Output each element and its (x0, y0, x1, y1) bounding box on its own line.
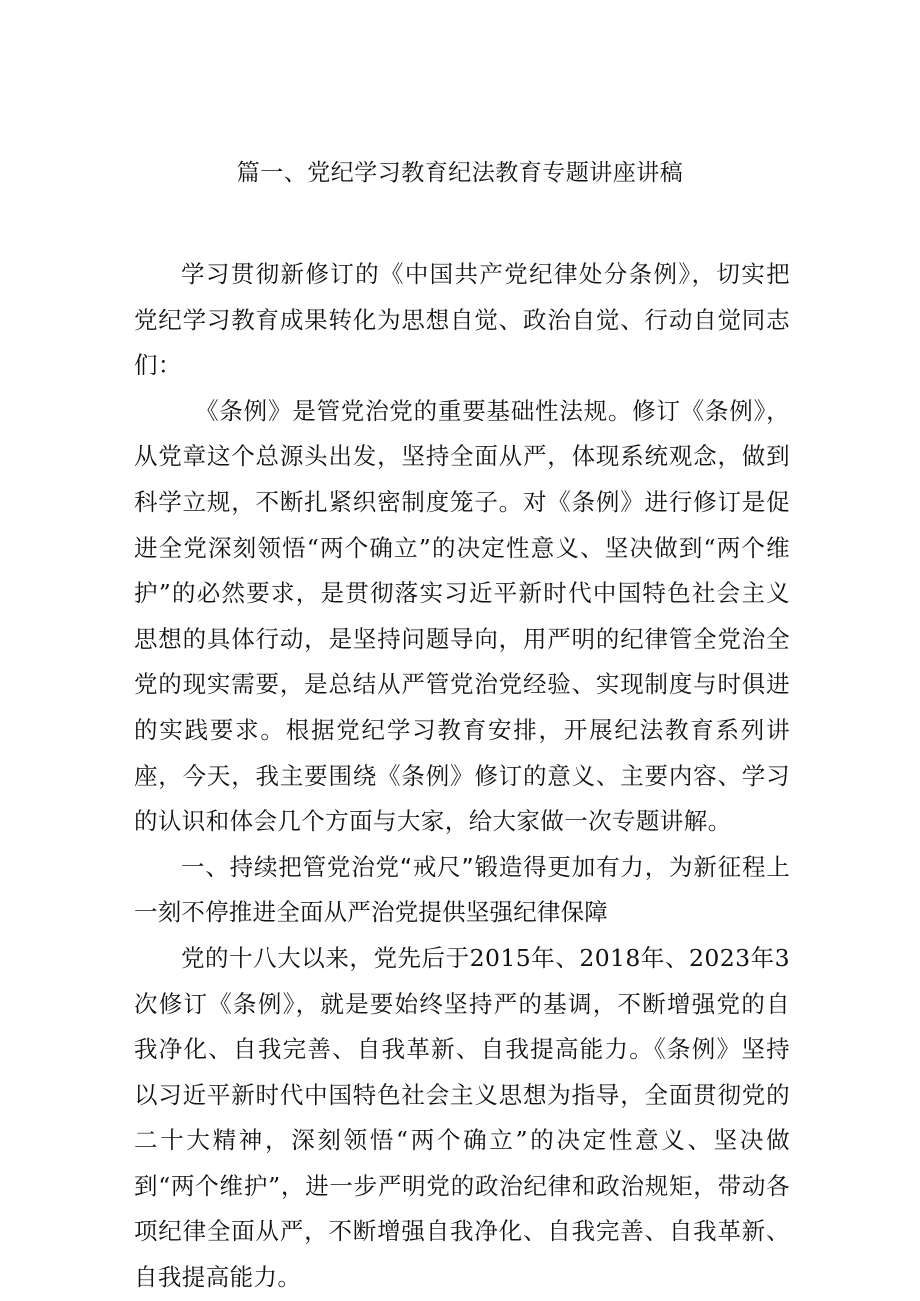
document-body (134, 252, 790, 1301)
regulation-paragraph: 《条例》是管党治党的重要基础性法规。修订《条例》，从党章这个总源头出发，坚持全面从严，体现系统观念，做到科学立规，不断扎紧织密制度笼子。对《条例》进行修订是促进全党深刻领悟“两个确立”的决定性意义、坚决做到“两个维护”的必然要求，是贯彻落实习近平新时代中国特色社会主义思想的具体行动，是坚持问题导向，用严明的纪律管全党治全党的现实需要，是总结从严管党治党经验、实现制度与时俱进的实践要求。根据党纪学习教育安排，开展纪法教育系列讲座，今天，我主要围绕《条例》修订的意义、主要内容、学习的认识和体会几个方面与大家，给大家做一次专题讲解。 (134, 396, 790, 836)
section-paragraph: 党的十八大以来，党先后于2015年、2018年、2023年3次修订《条例》，就是要始终坚持严的基调，不断增强党的自我净化、自我完善、自我革新、自我提高能力。《条例》坚持以习近平新时代中国特色社会主义思想为指导，全面贯彻党的二十大精神，深刻领悟“两个确立”的决定性意义、坚决做到“两个维护”，进一步严明党的政治纪律和政治规矩，带动各项纪律全面从严，不断增强自我净化、自我完善、自我革新、自我提高能力。 (134, 943, 790, 1292)
document-title: 篇一、党纪学习教育纪法教育专题讲座讲稿 (236, 160, 684, 186)
intro-paragraph: 学习贯彻新修订的《中国共产党纪律处分条例》，切实把党纪学习教育成果转化为思想自觉、政治自觉、行动自觉同志们： (134, 260, 790, 380)
section-heading: 一、持续把管党治党“戒尺”锻造得更加有力，为新征程上一刻不停推进全面从严治党提供坚强纪律保障 (134, 852, 790, 927)
